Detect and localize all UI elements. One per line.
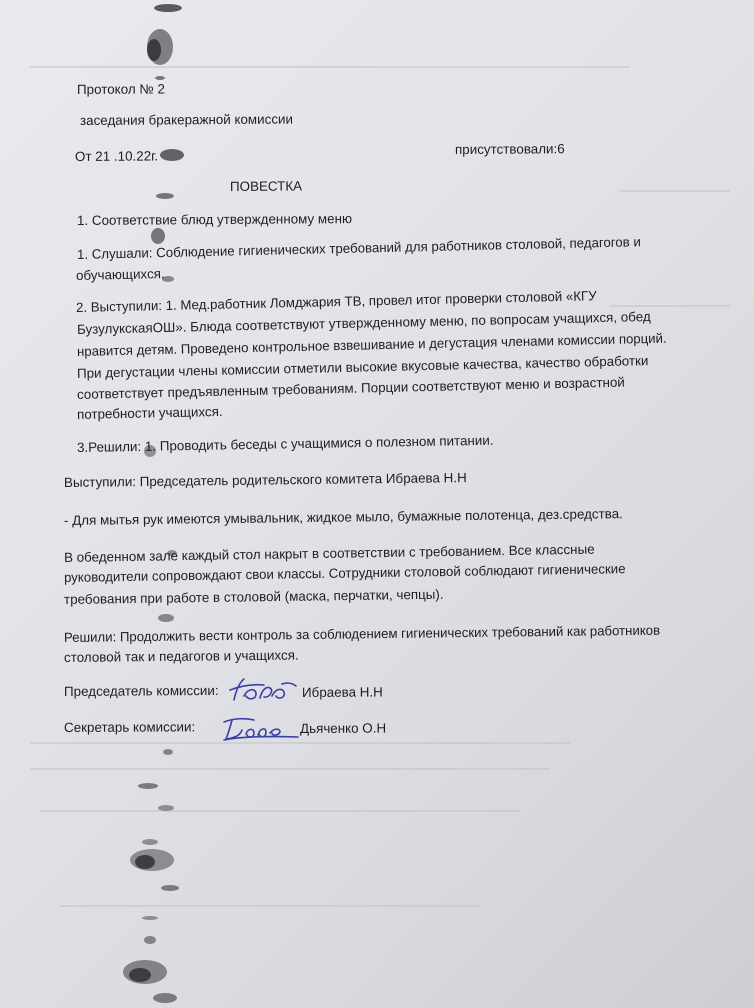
decision-2-line-2: столовой так и педагогов и учащихся. — [63, 647, 299, 665]
heard-line-2: обучающихся. — [75, 266, 165, 283]
speech-line-4: При дегустации члены комиссии отметили высокие вкусовые качества, качество обработки — [76, 353, 649, 381]
speech-line-1: 2. Выступили: 1. Мед.работник Ломджария ТВ, провел итог проверки столовой «КГУ — [75, 288, 597, 315]
meeting-date: От 21 .10.22г. — [74, 148, 159, 164]
speaker-2: Выступили: Председатель родительского комитета Ибраева Н.Н — [63, 470, 467, 490]
decision-2-line-1: Решили: Продолжить вести контроль за соблюдением гигиенических требований как работников — [63, 622, 661, 645]
agenda-title: ПОВЕСТКА — [229, 178, 303, 194]
decision-1: 3.Решили: 1. Проводить беседы с учащимися о полезном питании. — [76, 432, 494, 455]
chair-signature — [226, 676, 298, 706]
heard-line-1: 1. Слушали: Соблюдение гигиенических требований для работников столовой, педагогов и — [76, 234, 642, 262]
secretary-signature — [220, 714, 302, 744]
dining-line-2: руководители сопровождают свои классы. Сотрудники столовой соблюдают гигиенические — [63, 561, 626, 585]
secretary-label: Секретарь комиссии: — [63, 719, 196, 735]
chair-label: Председатель комиссии: — [63, 682, 219, 699]
protocol-number: Протокол № 2 — [76, 81, 165, 97]
speech-line-6: потребности учащихся. — [76, 403, 223, 422]
agenda-item-1: 1. Соответствие блюд утвержденному меню — [76, 211, 353, 228]
dining-line-1: В обеденном зале каждый стол накрыт в соответствии с требованием. Все классные — [63, 541, 595, 565]
secretary-name: Дьяченко О.Н — [299, 720, 387, 736]
speech-line-2: БузулукскаяОШ». Блюда соответствуют утвержденному меню, по вопросам учащихся, обед — [76, 308, 651, 337]
speech-line-5: соответствует предъявленным требованиям. Порции соответствуют меню и возрастной — [76, 374, 625, 402]
attendance-count: присутствовали:6 — [454, 141, 565, 157]
hygiene-note: - Для мытья рук имеются умывальник, жидкое мыло, бумажные полотенца, дез.средства. — [63, 506, 623, 528]
chair-name: Ибраева Н.Н — [301, 684, 383, 700]
speech-line-3: нравится детям. Проведено контрольное взвешивание и дегустация членами комиссии порций. — [76, 330, 667, 359]
meeting-title: заседания бракеражной комиссии — [79, 111, 293, 128]
dining-line-3: требования при работе в столовой (маска, перчатки, чепцы). — [63, 586, 444, 607]
